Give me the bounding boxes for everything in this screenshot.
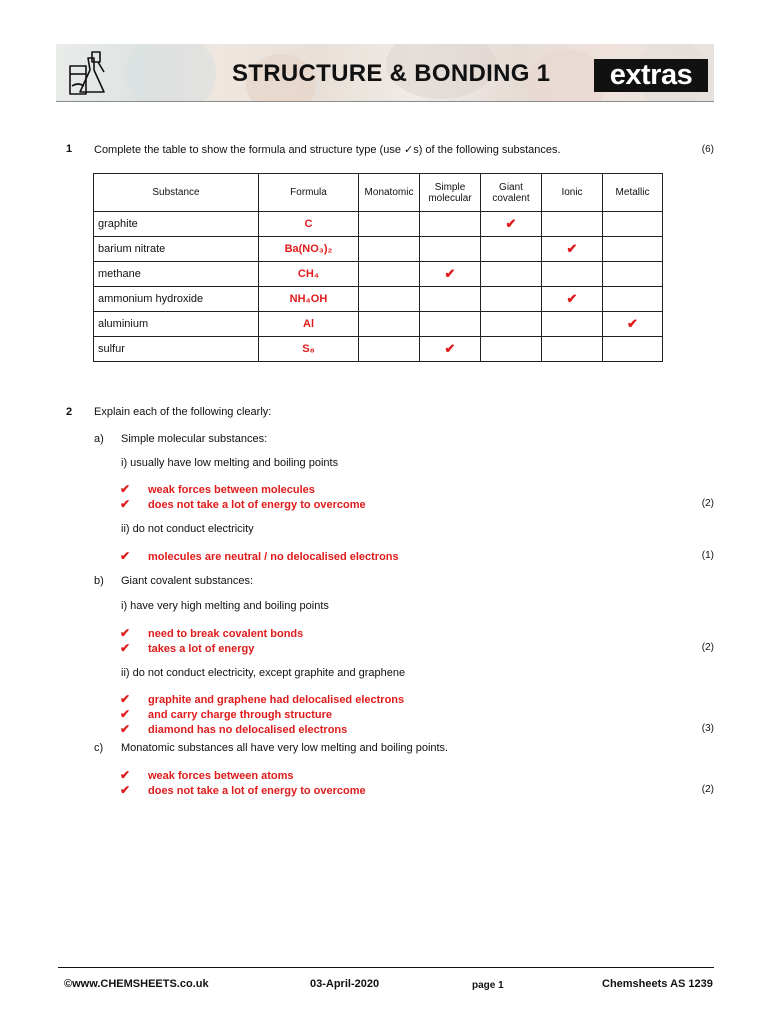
column-header: Simple molecular — [420, 174, 481, 212]
page-title: STRUCTURE & BONDING 1 — [232, 60, 551, 87]
substance-cell: barium nitrate — [94, 237, 259, 262]
part-a-ii-marks: (1) — [701, 550, 714, 561]
question-2-number: 2 — [66, 406, 73, 418]
metallic-cell — [603, 212, 663, 237]
monatomic-cell — [359, 212, 420, 237]
answer-text: molecules are neutral / no delocalised electrons — [148, 551, 399, 563]
part-a-i-marks: (2) — [701, 498, 714, 509]
giant-covalent-cell — [481, 312, 542, 337]
formula-cell: CH₄ — [259, 262, 359, 287]
answer-line — [120, 722, 347, 736]
answer-text: does not take a lot of energy to overcome — [148, 785, 366, 797]
monatomic-cell — [359, 312, 420, 337]
ionic-cell — [542, 312, 603, 337]
simple-molecular-cell — [420, 312, 481, 337]
footer-date: 03-April-2020 — [310, 978, 380, 990]
formula-cell: NH₄OH — [259, 287, 359, 312]
check-icon: ✔ — [120, 497, 131, 511]
header-divider — [56, 101, 714, 102]
formula-cell: S₈ — [259, 337, 359, 362]
answer-line — [120, 707, 332, 721]
footer-divider — [58, 967, 714, 968]
part-a-label: a) — [94, 433, 104, 445]
structure-table — [93, 173, 663, 362]
giant-covalent-cell — [481, 287, 542, 312]
check-icon: ✔ — [120, 549, 131, 563]
part-b-text: Giant covalent substances: — [121, 575, 254, 587]
answer-text: weak forces between atoms — [148, 770, 294, 782]
answer-text: takes a lot of energy — [148, 643, 255, 655]
answer-line — [120, 783, 366, 797]
simple-molecular-cell: ✔ — [420, 262, 481, 287]
monatomic-cell — [359, 237, 420, 262]
check-icon: ✔ — [120, 626, 131, 640]
extras-badge: extras — [594, 59, 708, 92]
answer-line — [120, 497, 366, 511]
part-a-i-text: i) usually have low melting and boiling points — [121, 457, 339, 469]
ionic-cell: ✔ — [542, 287, 603, 312]
check-icon: ✔ — [120, 768, 131, 782]
table-row — [94, 287, 663, 312]
metallic-cell: ✔ — [603, 312, 663, 337]
check-icon: ✔ — [120, 722, 131, 736]
part-a-ii-text: ii) do not conduct electricity — [121, 523, 254, 535]
substance-cell: sulfur — [94, 337, 259, 362]
footer-code: Chemsheets AS 1239 — [602, 978, 713, 990]
answer-text: graphite and graphene had delocalised electrons — [148, 694, 405, 706]
check-icon: ✔ — [120, 641, 131, 655]
metallic-cell — [603, 287, 663, 312]
simple-molecular-cell: ✔ — [420, 337, 481, 362]
formula-cell: Al — [259, 312, 359, 337]
question-1-marks: (6) — [701, 144, 714, 155]
giant-covalent-cell: ✔ — [481, 212, 542, 237]
monatomic-cell — [359, 337, 420, 362]
giant-covalent-cell — [481, 337, 542, 362]
substance-cell: methane — [94, 262, 259, 287]
table-row — [94, 212, 663, 237]
check-icon: ✔ — [120, 482, 131, 496]
monatomic-cell — [359, 287, 420, 312]
part-b-i-marks: (2) — [701, 642, 714, 653]
part-c-marks: (2) — [701, 784, 714, 795]
metallic-cell — [603, 337, 663, 362]
table-header-row — [94, 174, 663, 212]
substance-cell: aluminium — [94, 312, 259, 337]
column-header: Substance — [94, 174, 259, 212]
table-row — [94, 262, 663, 287]
part-b-ii-marks: (3) — [701, 723, 714, 734]
formula-cell: Ba(NO₃)₂ — [259, 237, 359, 262]
ionic-cell — [542, 262, 603, 287]
footer-page: page 1 — [472, 980, 504, 991]
footer-website: ©www.CHEMSHEETS.co.uk — [64, 978, 209, 990]
part-b-i-text: i) have very high melting and boiling points — [121, 600, 329, 612]
answer-text: need to break covalent bonds — [148, 628, 304, 640]
part-a-text: Simple molecular substances: — [121, 433, 268, 445]
answer-line — [120, 482, 315, 496]
answer-line — [120, 768, 294, 782]
formula-cell: C — [259, 212, 359, 237]
substance-cell: ammonium hydroxide — [94, 287, 259, 312]
metallic-cell — [603, 262, 663, 287]
column-header: Ionic — [542, 174, 603, 212]
table-row — [94, 237, 663, 262]
answer-line — [120, 549, 399, 563]
simple-molecular-cell — [420, 212, 481, 237]
part-b-ii-text: ii) do not conduct electricity, except graphite and graphene — [121, 667, 406, 679]
check-icon: ✔ — [120, 783, 131, 797]
ionic-cell — [542, 212, 603, 237]
ionic-cell: ✔ — [542, 237, 603, 262]
answer-line — [120, 641, 254, 655]
question-1-number: 1 — [66, 143, 73, 155]
question-2-text: Explain each of the following clearly: — [94, 406, 272, 418]
table-row — [94, 312, 663, 337]
substance-cell: graphite — [94, 212, 259, 237]
column-header: Metallic — [603, 174, 663, 212]
giant-covalent-cell — [481, 237, 542, 262]
ionic-cell — [542, 337, 603, 362]
question-1-text: Complete the table to show the formula and structure type (use ✓s) of the following substances. — [94, 144, 561, 156]
answer-text: and carry charge through structure — [148, 709, 332, 721]
answer-text: weak forces between molecules — [148, 484, 315, 496]
answer-line — [120, 626, 303, 640]
table-row — [94, 337, 663, 362]
flask-icon — [64, 50, 110, 98]
check-icon: ✔ — [120, 692, 131, 706]
column-header: Monatomic — [359, 174, 420, 212]
simple-molecular-cell — [420, 287, 481, 312]
answer-text: diamond has no delocalised electrons — [148, 724, 348, 736]
part-c-label: c) — [94, 742, 104, 754]
answer-line — [120, 692, 404, 706]
giant-covalent-cell — [481, 262, 542, 287]
simple-molecular-cell — [420, 237, 481, 262]
check-icon: ✔ — [120, 707, 131, 721]
metallic-cell — [603, 237, 663, 262]
column-header: Giant covalent — [481, 174, 542, 212]
part-b-label: b) — [94, 575, 104, 587]
answer-text: does not take a lot of energy to overcome — [148, 499, 366, 511]
part-c-text: Monatomic substances all have very low melting and boiling points. — [121, 742, 449, 754]
monatomic-cell — [359, 262, 420, 287]
column-header: Formula — [259, 174, 359, 212]
